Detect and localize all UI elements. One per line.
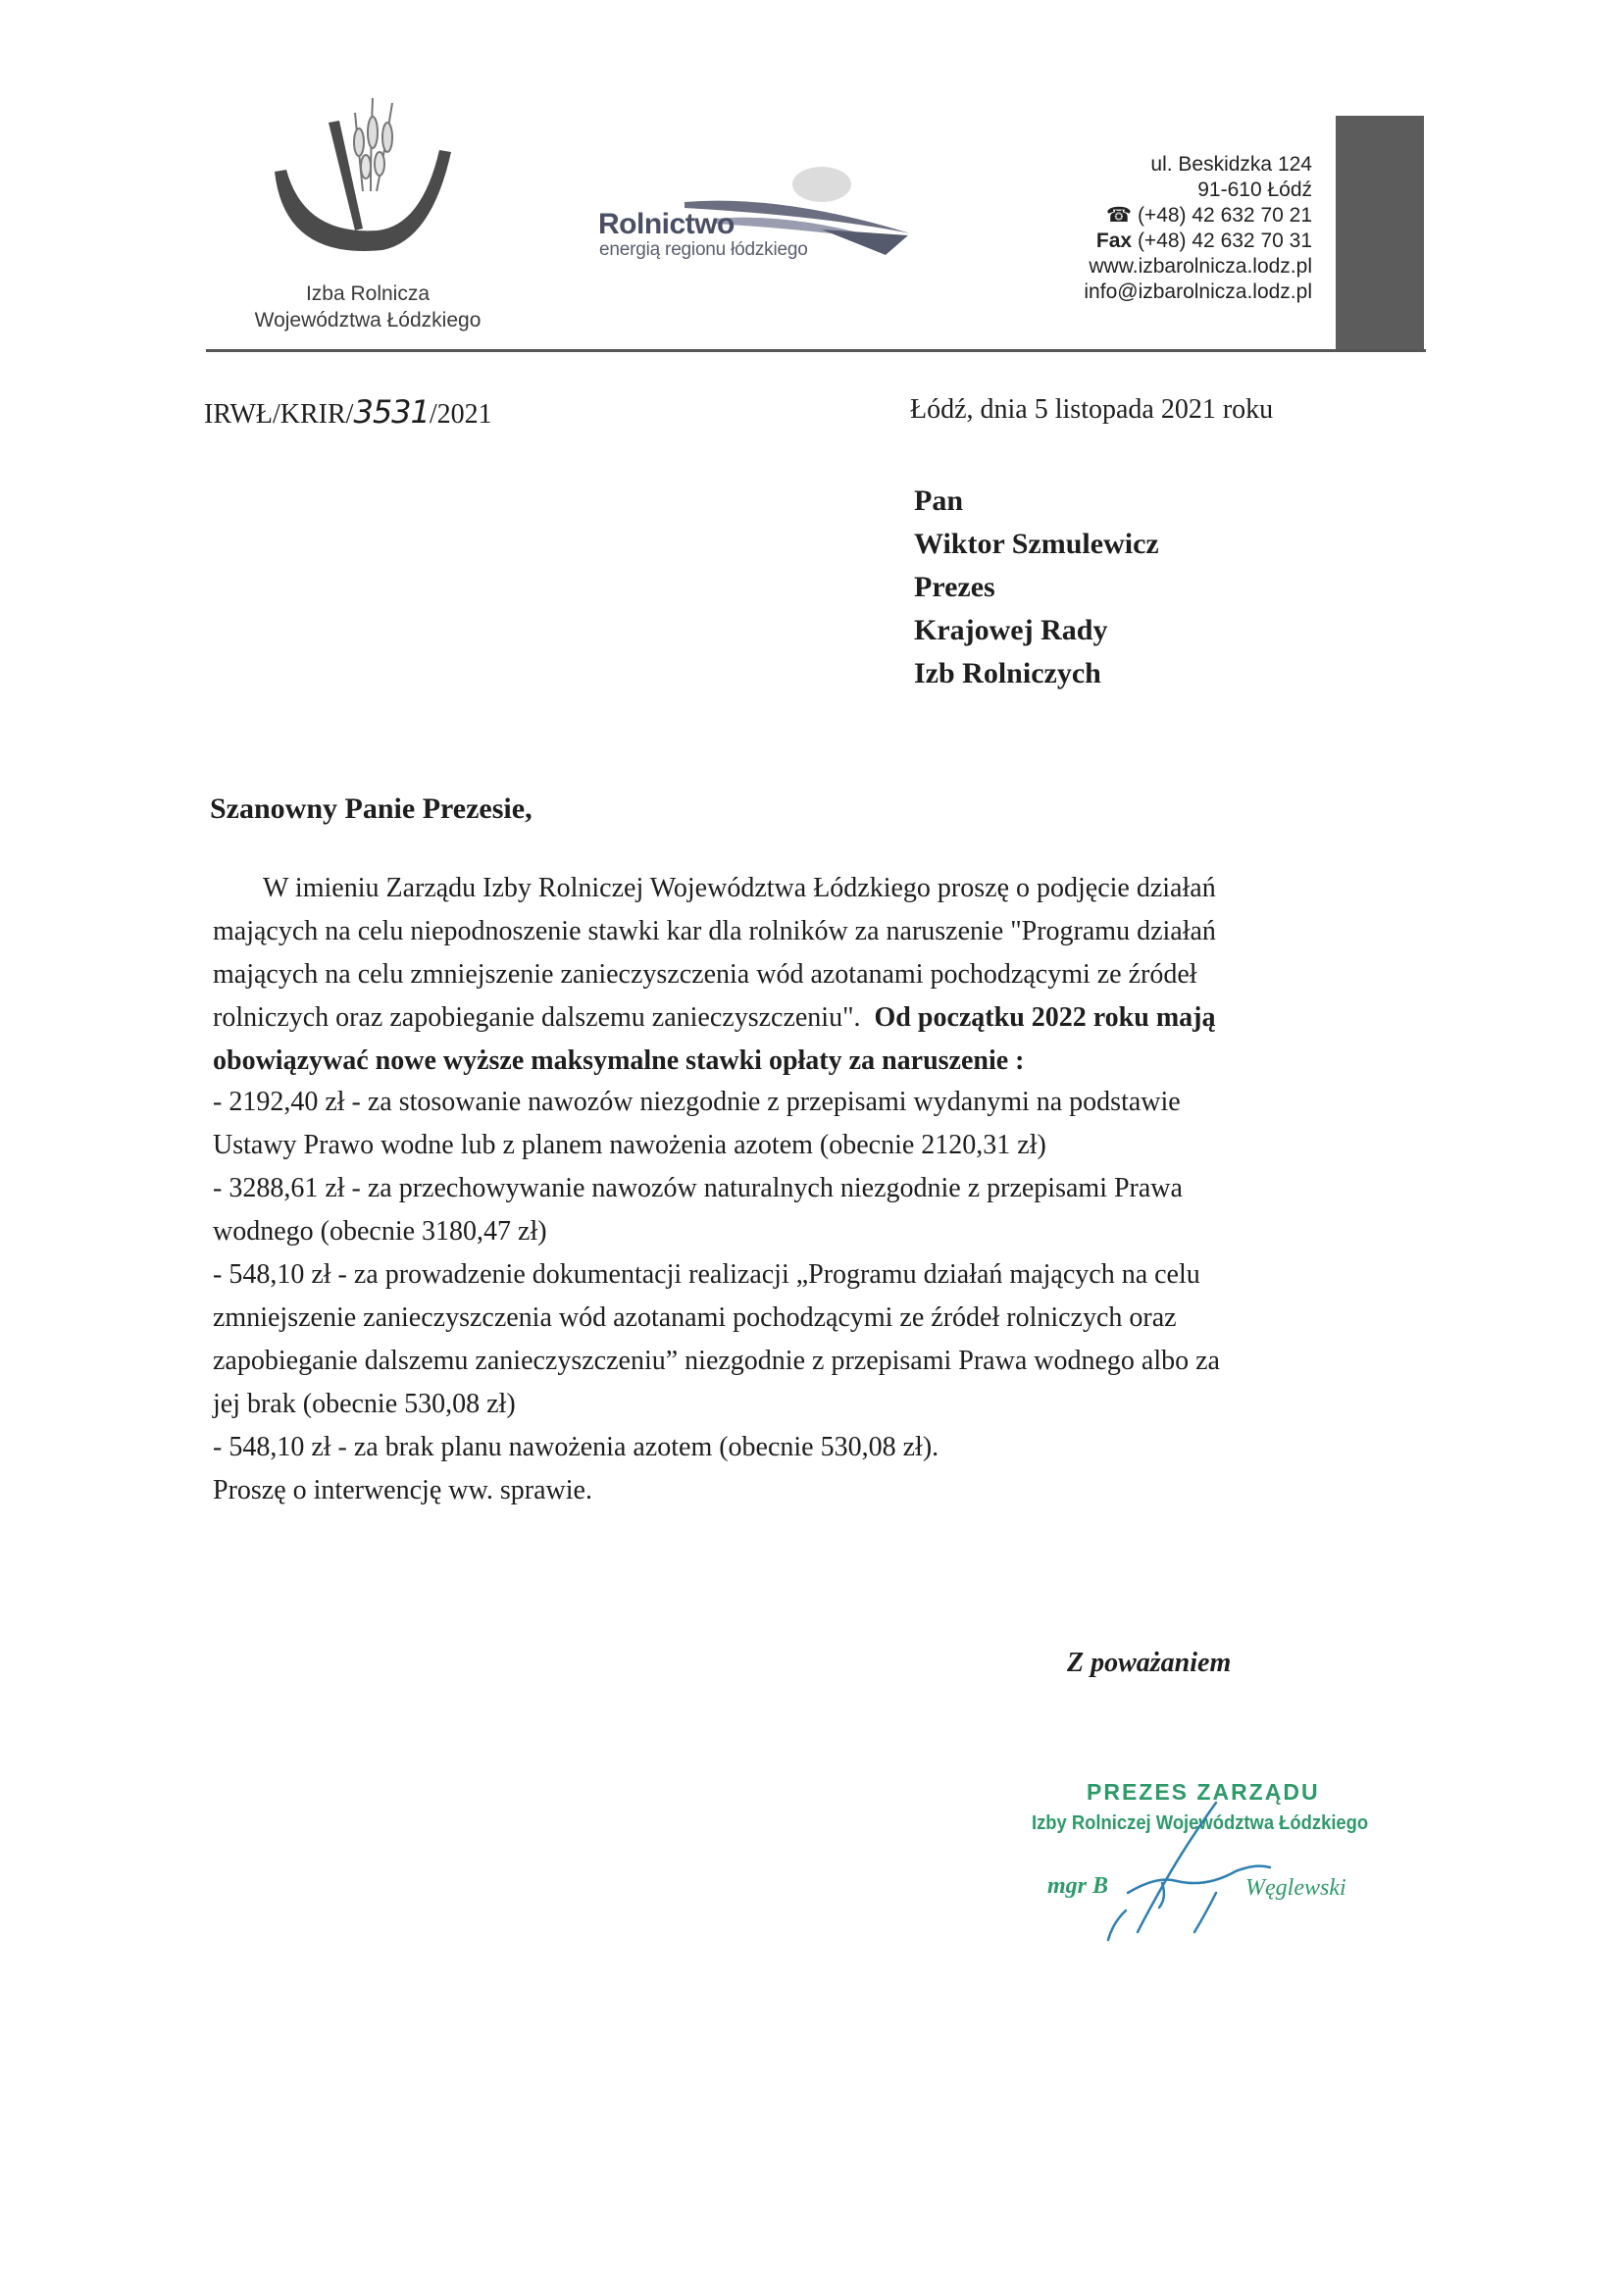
salutation: Szanowny Panie Prezesie,: [210, 792, 533, 825]
reference-number: [204, 393, 492, 431]
body-line: Ustawy Prawo wodne lub z planem nawożenia azotem (obecnie 2120,31 zł): [213, 1130, 1046, 1160]
fax-line: [1096, 229, 1312, 254]
org-name-line2: Województwa Łódzkiego: [254, 309, 482, 331]
izba-rolnicza-logo: [265, 93, 471, 270]
recipient-line: Pan: [914, 484, 964, 517]
ref-handwritten-number: 3531: [353, 393, 430, 431]
phone-line: [1106, 203, 1312, 229]
body-line: - 3288,61 zł - za przechowywanie nawozów naturalnych niezgodnie z przepisami Prawa: [213, 1173, 1183, 1203]
campaign-title: Rolnictwo: [598, 208, 735, 240]
place-date: Łódź, dnia 5 listopada 2021 roku: [910, 394, 1274, 425]
handwritten-signature: [1069, 1785, 1304, 1952]
closing: Z poważaniem: [1067, 1648, 1232, 1678]
body-bold-line: obowiązywać nowe wyższe maksymalne stawki opłaty za naruszenie :: [213, 1045, 1025, 1076]
body-line: zapobieganie dalszemu zanieczyszczeniu” niezgodnie z przepisami Prawa wodnego albo za: [213, 1346, 1220, 1376]
campaign-subtitle: energią regionu łódzkiego: [599, 239, 808, 260]
stamp-title: PREZES ZARZĄDU: [1087, 1779, 1320, 1805]
body-text: rolniczych oraz zapobieganie dalszemu zanieczyszczeniu".: [213, 1002, 861, 1033]
body-line: Proszę o interwencję ww. sprawie.: [213, 1475, 592, 1505]
body-line: zmniejszenie zanieczyszczenia wód azotanami pochodzącymi ze źródeł rolniczych oraz: [213, 1302, 1177, 1333]
body-line: wodnego (obecnie 3180,47 zł): [213, 1216, 547, 1247]
stamp-org: Izby Rolniczej Województwa Łódzkiego: [1032, 1812, 1369, 1834]
website: www.izbarolnicza.lodz.pl: [1089, 255, 1312, 278]
email: info@izbarolnicza.lodz.pl: [1084, 280, 1312, 303]
phone-icon: ☎: [1105, 204, 1133, 227]
body-line: mających na celu zmniejszenie zanieczyszczenia wód azotanami pochodzącymi ze źródeł: [213, 959, 1197, 990]
fax-label: Fax: [1095, 229, 1133, 252]
recipient-line: Prezes: [914, 571, 995, 603]
fax-number: (+48) 42 632 70 31: [1137, 229, 1312, 252]
body-line: jej brak (obecnie 530,08 zł): [213, 1389, 516, 1419]
header-side-bar: [1336, 116, 1424, 349]
recipient-line: Krajowej Rady: [914, 614, 1108, 646]
phone-number: (+48) 42 632 70 21: [1137, 204, 1312, 227]
body-line: W imieniu Zarządu Izby Rolniczej Województwa Łódzkiego proszę o podjęcie działań: [263, 873, 1216, 903]
body-line: - 548,10 zł - za brak planu nawożenia azotem (obecnie 530,08 zł).: [213, 1432, 939, 1462]
stamp-name-suffix: Węglewski: [1245, 1875, 1346, 1901]
address-street: ul. Beskidzka 124: [1150, 153, 1312, 176]
address-city: 91-610 Łódź: [1197, 178, 1312, 201]
body-bold-text: Od początku 2022 roku mają: [874, 1002, 1216, 1033]
org-name-line1: Izba Rolnicza: [305, 282, 431, 305]
body-line: - 2192,40 zł - za stosowanie nawozów niezgodnie z przepisami wydanymi na podstawie: [213, 1087, 1181, 1117]
ref-suffix: /2021: [429, 399, 492, 430]
body-line: [213, 1002, 1215, 1034]
recipient-line: Izb Rolniczych: [914, 657, 1101, 689]
header-divider: [206, 349, 1426, 352]
body-line: - 548,10 zł - za prowadzenie dokumentacji realizacji „Programu działań mających na celu: [213, 1259, 1200, 1290]
ref-prefix: IRWŁ/KRIR/: [204, 399, 354, 430]
body-line: mających na celu niepodnoszenie stawki kar dla rolników za naruszenie "Programu działań: [213, 916, 1216, 946]
stamp-name-prefix: mgr B: [1047, 1873, 1109, 1899]
recipient-line: Wiktor Szmulewicz: [914, 528, 1159, 560]
